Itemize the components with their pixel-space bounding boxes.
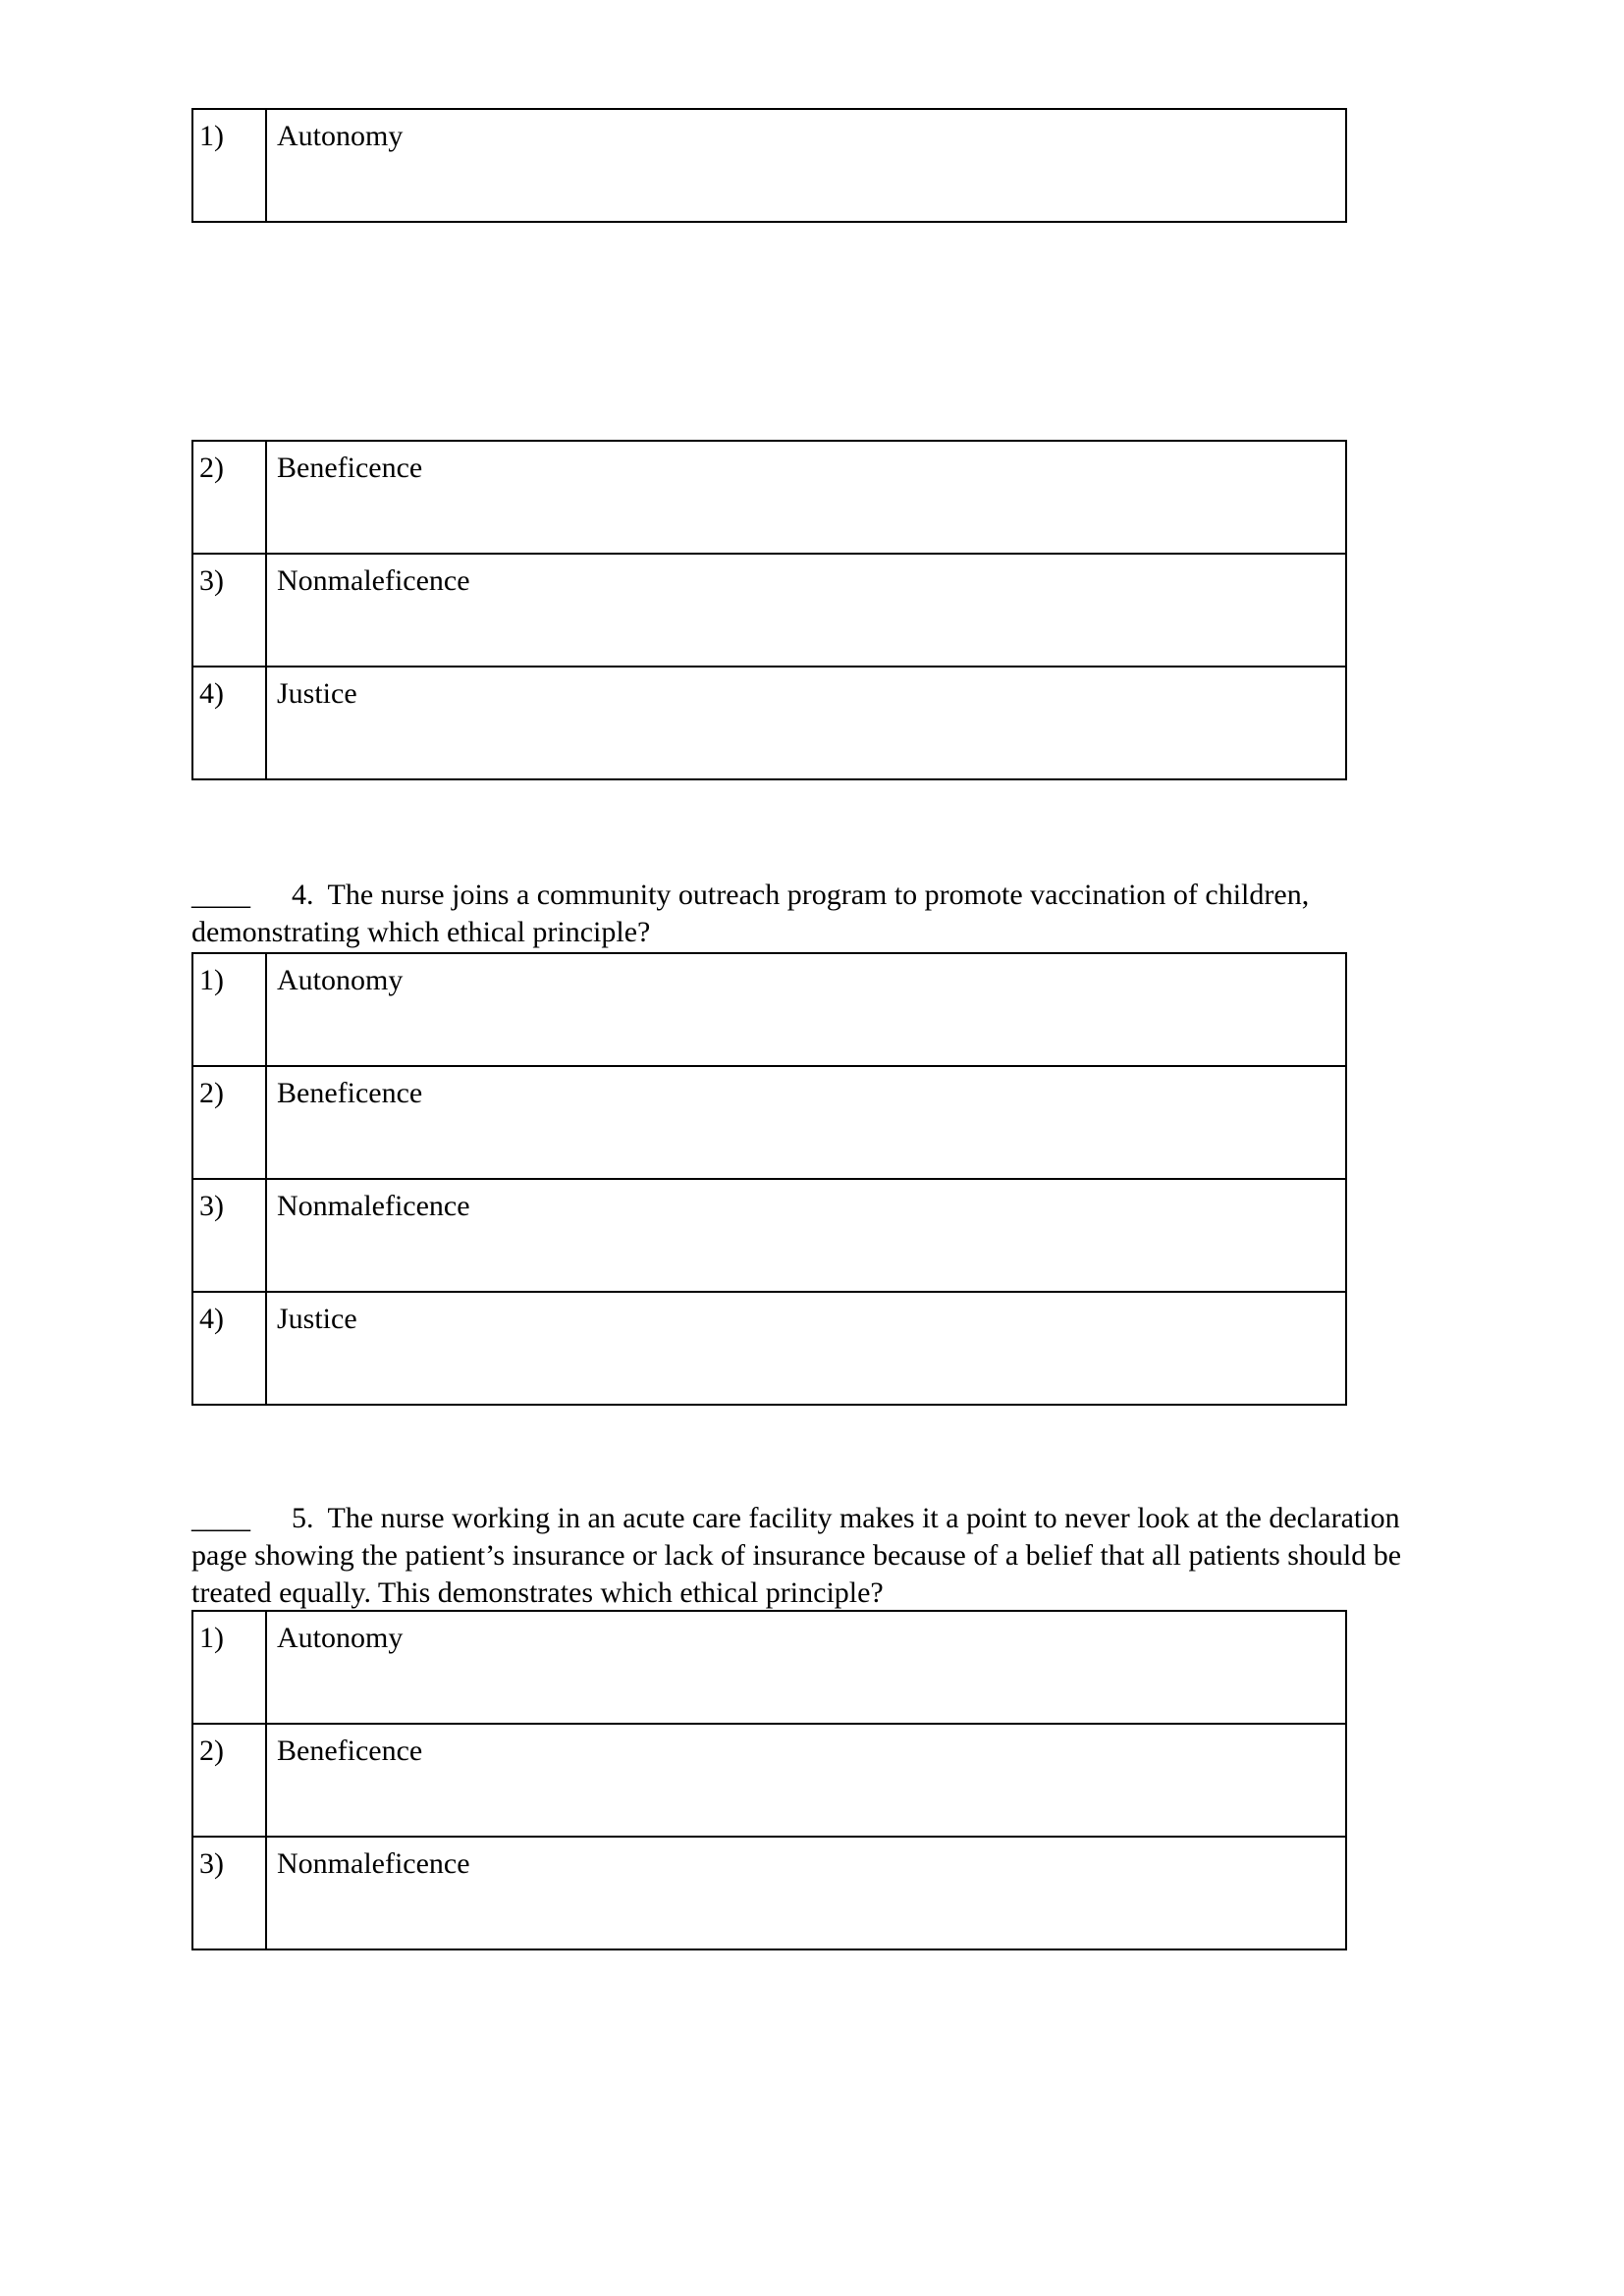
option-row[interactable] [192,1724,1346,1837]
options-table-question-3-rest [191,440,1347,780]
option-number: 1) [192,109,266,222]
question-4-text: The nurse joins a community outreach program to promote vaccination of children, demonstrating which ethical principle? [191,879,1310,948]
option-label: Autonomy [266,953,1346,1066]
option-row[interactable] [192,109,1346,222]
option-label: Justice [266,667,1346,779]
question-5 [191,1500,1458,1612]
option-row[interactable] [192,1292,1346,1405]
question-4-answer-blank[interactable]: ____ [191,879,250,911]
option-number: 3) [192,1179,266,1292]
option-label: Beneficence [266,441,1346,554]
option-row[interactable] [192,1179,1346,1292]
option-number: 2) [192,441,266,554]
question-4 [191,877,1458,951]
question-5-number: 5. [292,1502,314,1534]
options-table-question-4 [191,952,1347,1406]
option-number: 2) [192,1066,266,1179]
option-row[interactable] [192,1837,1346,1949]
option-label: Beneficence [266,1724,1346,1837]
options-table-question-5 [191,1610,1347,1950]
option-number: 3) [192,1837,266,1949]
option-number: 1) [192,1611,266,1724]
option-row[interactable] [192,953,1346,1066]
option-number: 4) [192,667,266,779]
question-5-answer-blank[interactable]: ____ [191,1502,250,1534]
option-number: 1) [192,953,266,1066]
option-label: Justice [266,1292,1346,1405]
option-number: 4) [192,1292,266,1405]
option-number: 2) [192,1724,266,1837]
question-4-number: 4. [292,879,314,911]
option-label: Nonmaleficence [266,1837,1346,1949]
option-row[interactable] [192,554,1346,667]
option-row[interactable] [192,667,1346,779]
options-table-question-3-continued [191,108,1347,223]
option-label: Autonomy [266,1611,1346,1724]
option-label: Nonmaleficence [266,1179,1346,1292]
option-label: Beneficence [266,1066,1346,1179]
option-row[interactable] [192,1066,1346,1179]
option-row[interactable] [192,1611,1346,1724]
option-number: 3) [192,554,266,667]
option-label: Nonmaleficence [266,554,1346,667]
option-row[interactable] [192,441,1346,554]
question-5-text: The nurse working in an acute care facility makes it a point to never look at the declaration page showing the patient’s insurance or lack of insurance because of a belief that all patients should be treated equally. This demonstrates which ethical principle? [191,1502,1402,1609]
option-label: Autonomy [266,109,1346,222]
